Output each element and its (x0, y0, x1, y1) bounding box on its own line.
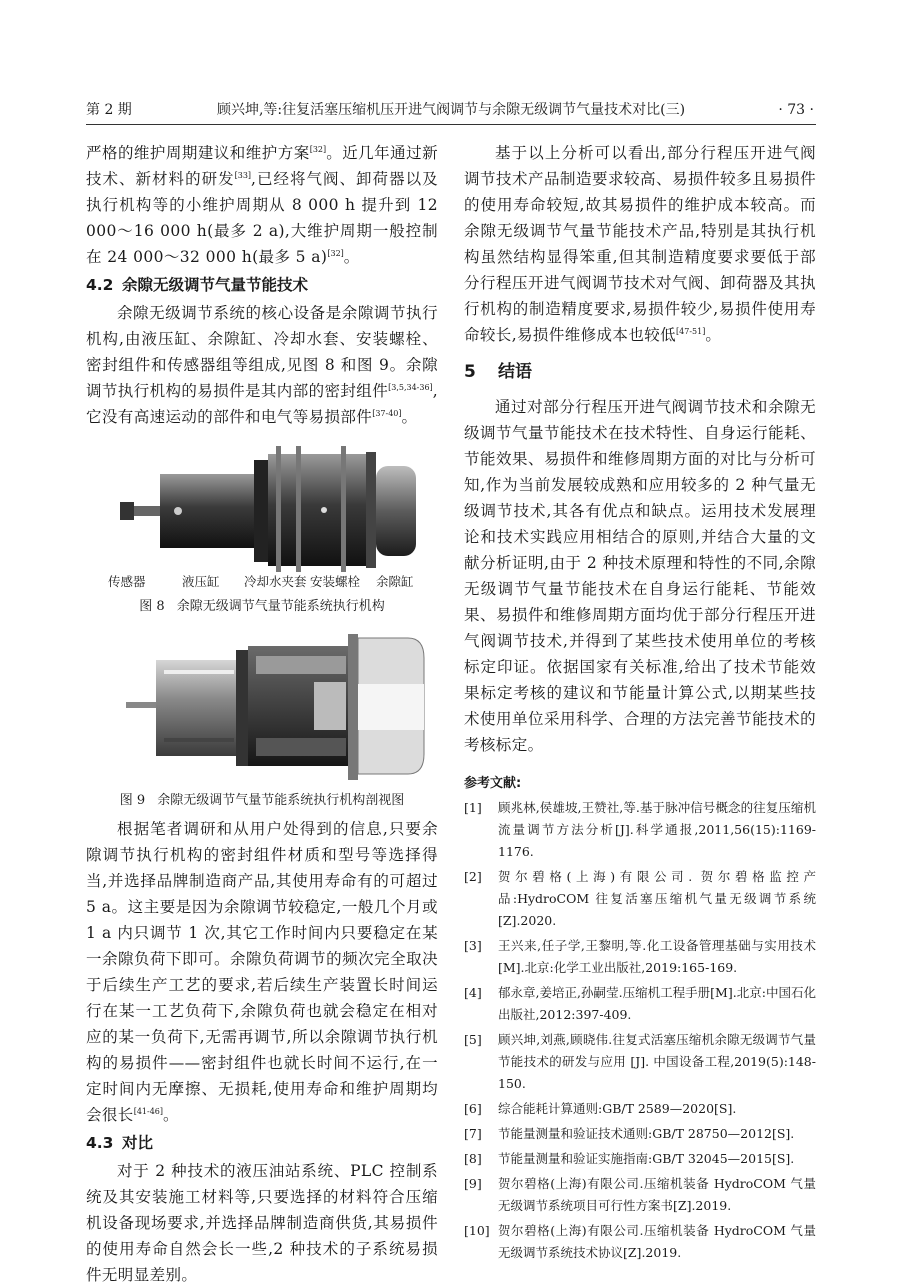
paragraph: 通过对部分行程压开进气阀调节技术和余隙无级调节气量节能技术在技术特性、自身运行能耗、节能效果、易损件和维修周期方面的对比与分析可知,作为当前发展较成熟和应用较多的 2 种气量无级调节技术,其各有优点和缺点。运用技术发展理论和技术实践应用相结合的原则,并结合大量的文献分析证明,由于 2 种技术原理和特性的不同,余隙无级调节气量节能技术在自身运行能耗、节能效果、易损件和维修周期方面均优于部分行程压开进气阀调节技术,并得到了某些技术使用单位的考核标定印证。依据国家有关标准,给出了技术节能效果标定考核的建议和节能量计算公式,以期某些技术使用单位采用科学、合理的方法完善节能技术的考核标定。 (464, 398, 816, 754)
issue-number: 第 2 期 (86, 102, 132, 118)
paragraph: 基于以上分析可以看出,部分行程压开进气阀调节技术产品制造要求较高、易损件较多且易损件的使用寿命较短,故其易损件的维护成本较高。而余隙无级调节气量节能技术产品,特别是其执行机构虽然结构显得笨重,但其制造精度要求要低于部分行程压开进气阀调节技术对气阀、卸荷器及其执行机构的制造精度要求,易损件较少,易损件使用寿命较长,易损件维修成本也较低[47-51]。 (464, 144, 816, 344)
reference-item: [5] 顾兴坤,刘燕,顾晓伟.往复式活塞压缩机余隙无级调节气量节能技术的研发与应用 [J]. 中国设备工程,2019(5):148-150. (464, 1032, 816, 1091)
reference-item: [10] 贺尔碧格(上海)有限公司.压缩机装备 HydroCOM 气量无级调节系统技术协议[Z].2019. (464, 1223, 816, 1260)
reference-item: [7] 节能量测量和验证技术通则:GB/T 28750—2012[S]. (464, 1126, 795, 1141)
references-heading: 参考文献: (464, 776, 522, 791)
paragraph: 余隙无级调节系统的核心设备是余隙调节执行机构,由液压缸、余隙缸、冷却水套、安装螺栓、密封组件和传感器组等组成,见图 8 和图 9。余隙调节执行机构的易损件是其内部的密封组件[3,5,34-36],它没有高速运动的部件和电气等易损部件[37-40]。 (86, 304, 439, 426)
reference-item: [9] 贺尔碧格(上海)有限公司.压缩机装备 HydroCOM 气量无级调节系统项目可行性方案书[Z].2019. (464, 1176, 816, 1213)
citation: [47-51] (676, 327, 706, 336)
citation: [37-40] (372, 409, 402, 418)
label-sensor: 传感器 (108, 574, 146, 589)
label-cooling-jacket: 冷却水夹套 (244, 574, 307, 589)
section-heading-4-3: 4.3 对比 (86, 1134, 154, 1152)
figure-9 (86, 626, 438, 788)
page-number: · 73 · (778, 102, 814, 118)
figure-8-labels (86, 572, 438, 592)
actuator-section-drawing (86, 626, 438, 788)
citation: [3,5,34-36] (388, 383, 433, 392)
reference-item: [2] 贺尔碧格(上海)有限公司. 贺尔碧格监控产品:HydroCOM 往复活塞压缩机气量无级调节系统[Z].2020. (464, 869, 816, 928)
reference-item: [1] 顾兆林,侯雄坡,王赞社,等.基于脉冲信号概念的往复压缩机流量调节方法分析[J].科学通报,2011,56(15):1169-1176. (464, 800, 816, 859)
figure-9-caption: 图 9 余隙无级调节气量节能系统执行机构剖视图 (119, 793, 405, 808)
reference-item: [6] 综合能耗计算通则:GB/T 2589—2020[S]. (464, 1101, 737, 1116)
paragraph: 根据笔者调研和从用户处得到的信息,只要余隙调节执行机构的密封组件材质和型号等选择得当,并选择品牌制造商产品,其使用寿命有的可超过 5 a。这主要是因为余隙调节较稳定,一般几个月或 1 a 内只调节 1 次,其它工作时间内只要稳定在某一余隙负荷下即可。余隙负荷调节的频次完全取决于后续生产工艺的要求,若后续生产装置长时间运行在某一工艺负荷下,余隙负荷也就会稳定在相对应的某一负荷下,无需再调节,所以余隙调节执行机构的易损件——密封组件也就长时间不运行,在一定时间内无摩擦、无损耗,使用寿命和维护周期均会很长[41-46]。 (86, 820, 438, 1124)
figure-8-caption: 图 8 余隙无级调节气量节能系统执行机构 (139, 599, 385, 614)
citation: [41-46] (133, 1107, 164, 1116)
actuator-photo (86, 436, 438, 572)
label-hydraulic-cylinder: 液压缸 (182, 574, 220, 589)
paragraph: 对于 2 种技术的液压油站系统、PLC 控制系统及其安装施工材料等,只要选择的材料符合压缩机设备现场要求,并选择品牌制造商供货,其易损件的使用寿命自然会长一些,2 种技术的子系统易损件无明显差别。 (86, 1162, 438, 1284)
running-header (86, 98, 816, 125)
citation: [32] (327, 249, 344, 258)
section-heading-5: 5 结语 (464, 362, 532, 382)
figure-8 (86, 436, 438, 594)
running-title: 顾兴坤,等:往复活塞压缩机压开进气阀调节与余隙无级调节气量技术对比(三) (216, 102, 686, 118)
label-clearance-cylinder: 余隙缸 (376, 574, 414, 589)
section-heading-4-2: 4.2 余隙无级调节气量节能技术 (86, 276, 309, 294)
paragraph: 严格的维护周期建议和维护方案[32]。近几年通过新技术、新材料的研发[33],已经将气阀、卸荷器以及执行机构等的小维护周期从 8 000 h 提升到 12 000～16 000 h(最多 2 a),大维护周期一般控制在 24 000～32 000 h(最多 5 a)[32]。 (86, 144, 438, 266)
left-column (86, 140, 438, 1288)
citation: [32] (309, 145, 327, 154)
right-column (464, 140, 816, 1267)
reference-item: [8] 节能量测量和验证实施指南:GB/T 32045—2015[S]. (464, 1151, 795, 1166)
reference-item: [4] 郁永章,姜培正,孙嗣莹.压缩机工程手册[M].北京:中国石化出版社,2012:397-409. (464, 985, 816, 1022)
citation: [33] (234, 171, 252, 180)
label-mounting-bolt: 安装螺栓 (310, 574, 361, 589)
reference-list (464, 797, 816, 1264)
reference-item: [3] 王兴来,任子学,王黎明,等.化工设备管理基础与实用技术[M].北京:化学工业出版社,2019:165-169. (464, 938, 816, 975)
